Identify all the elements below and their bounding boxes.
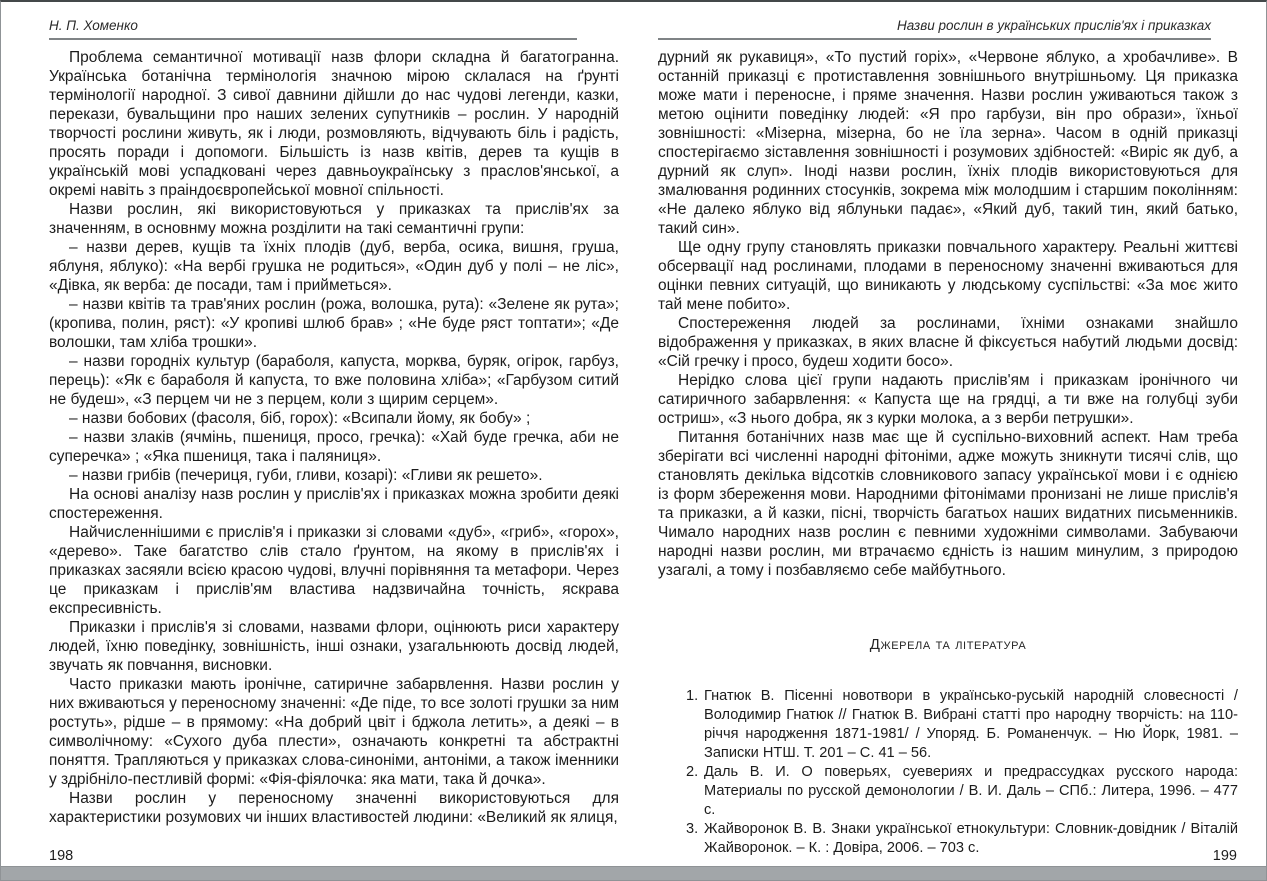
paragraph: Нерідко слова цієї групи надають прислів'ям і приказкам іронічного чи сатиричного забарвлення: « Капуста ще на грядці, а ти вже на голубці зуби остриш», «З нього добра, як з курки молока, а з верби петрушки».: [658, 372, 1238, 427]
reference-item: [658, 820, 1238, 858]
list-paragraph-vegetables: – назви городніх культур (бараболя, капуста, морква, буряк, огірок, гарбуз, перець): «Як є бараболя й капуста, то вже половина хліба»; «Гарбузом ситий не будеш», «З перцем чи не з перцем, коли з щирим серцем».: [49, 353, 619, 408]
page-number-right: 199: [1212, 848, 1237, 864]
reference-number: 2.: [686, 764, 699, 780]
header-rule-right: [658, 38, 1211, 40]
references-list: [658, 687, 1238, 858]
reference-number: 3.: [686, 821, 699, 837]
header-rule-left: [49, 38, 577, 40]
scan-edge-bar: [1, 866, 1266, 880]
running-head-author: Н. П. Хоменко: [49, 18, 138, 33]
page-body-right: [658, 48, 1238, 858]
paragraph: Назви рослин, які використовуються у приказках та прислів'ях за значенням, в основнму можна розділити на такі семантичні групи:: [49, 201, 619, 237]
paragraph: Спостереження людей за рослинами, їхніми ознаками знайшло відображення у приказках, в яких власне й фіксується набутий людьми досвід: «Сій гречку і просо, будеш ходити босо».: [658, 315, 1238, 370]
reference-item: [658, 763, 1238, 820]
page-right: [658, 18, 1238, 858]
list-paragraph-flowers: – назви квітів та трав'яних рослин (рожа, волошка, рута): «Зелене як рута»; (кропива, полин, ряст): «У кропиві шлюб брав» ; «Не буде ряст топтати»; «Де волошки, там хліба трошки».: [49, 296, 619, 351]
reference-text: Жайворонок В. В. Знаки української етнокультури: Словник-довідник / Віталій Жайворонок. – К. : Довіра, 2006. – 703 с.: [704, 821, 1238, 856]
list-paragraph-mushrooms: – назви грибів (печериця, губи, гливи, козарі): «Гливи як решето».: [69, 467, 543, 484]
reference-text: Гнатюк В. Пісенні новотвори в українсько-руській народній словесності / Володимир Гнатюк // Гнатюк В. Вибрані статті про народну творчість: на 110-річчя народження 1871-1981/ / Упоряд. Б. Романенчук. – Ню Йорк, 1981. – Записки НТШ. Т. 201 – С. 41 – 56.: [704, 688, 1238, 761]
page-left: [49, 18, 619, 827]
running-header-left: [49, 18, 577, 40]
reference-item: [658, 687, 1238, 763]
paragraph: Проблема семантичної мотивації назв флори складна й багатогранна. Українська ботанічна термінологія значною мірою склалася на ґрунті термінології народної. З сивої давнини дійшли до нас чудові легенди, казки, перекази, бувальщини про наших зелених супутників – рослин. У народній творчості рослини живуть, як і люди, розмовляють, відчувають біль і радість, просять поради і допомоги. Більшість із назв квітів, дерев та кущів в українській мові успадковані через давньоукраїнську з праслов'янської, а окремі навіть з праіндоєвропейської мовної спільності.: [49, 49, 619, 199]
list-paragraph-trees: – назви дерев, кущів та їхніх плодів (дуб, верба, осика, вишня, груша, яблуня, яблуко): «На вербі грушка не родиться», «Один дуб у полі – не ліс», «Дівка, як верба: де посади, там і прийметься».: [49, 239, 619, 294]
paragraph: Ще одну групу становлять приказки повчального характеру. Реальні життєві обсервації над рослинами, плодами в переносному значенні вживаються для оцінки певних ситуацій, що виникають у людському суспільстві: «За моє жито тай мене побито».: [658, 239, 1238, 313]
page-number-left: 198: [49, 848, 74, 864]
paragraph-continuation: дурний як рукавиця», «То пустий горіх», «Червоне яблуко, а хробачливе». В останній приказці є протиставлення зовнішнього внутрішньому. Ця приказка може мати і переносне, і пряме значення. Назви рослин уживаються також з метою оцінити поведінку людей: «Я про гарбузи, він про образи», їхньої зовнішності: «Мізерна, мізерна, бо не їла зерна». Часом в одній приказці спостерігаємо зіставлення зовнішності і розумових здібностей: «Виріс як дуб, а дурний як слуп». Іноді назви рослин, їхніх плодів використовуються для змалювання родинних стосунків, зокрема між молодшим і старшим поколінням: «Не далеко яблуко від яблуньки падає», «Який дуб, такий тин, який батько, такий син».: [658, 49, 1238, 237]
paragraph: Часто приказки мають іронічне, сатиричне забарвлення. Назви рослин у них вживаються у переносному значенні: «Де піде, то все золоті грушки за ним ростуть», рідше – в прямому: «На добрий цвіт і бджола летить», а деякі – в символічному: «Сухого дуба плести», означають конкретні та абстрактні поняття. Трапляються у приказках слова-синоніми, антоніми, а також іменники у здрібніло-пестливій формі: «Фія-фіялочка: яка мати, така й дочка».: [49, 676, 619, 788]
paragraph: Назви рослин у переносному значенні використовуються для характеристики розумових чи інших властивостей людини: «Великий як ялиця,: [49, 790, 619, 826]
paragraph: Питання ботанічних назв має ще й суспільно-виховний аспект. Нам треба зберігати всі численні народні фітоніми, адже можуть зникнути тисячі слів, що становлять декілька відсотків словникового запасу української мови і є однією із форм збереження мови. Народними фітонімами пронизані не лише прислів'я та приказки, а й казки, пісні, творчість багатьох наших видатних письменників. Чимало народних назв рослин є певними художніми символами. Забуваючи народні назви рослин, ми втрачаємо єдність із нашим минулим, з природою узагалі, а тому і позбавляємо себе майбутнього.: [658, 429, 1238, 579]
running-header-right: [658, 18, 1211, 40]
running-head-title: Назви рослин в українських прислів'ях і приказках: [896, 18, 1211, 33]
paragraph: Приказки і прислів'я зі словами, назвами флори, оцінюють риси характеру людей, їхню поведінку, зовнішність, інші ознаки, узагальнюють досвід людей, звучать як повчання, висновки.: [49, 619, 619, 674]
paragraph: На основі аналізу назв рослин у прислів'ях і приказках можна зробити деякі спостереження.: [49, 486, 619, 522]
paragraph: Найчисленнішими є прислів'я і приказки зі словами «дуб», «гриб», «горох», «дерево». Таке багатство слів стало ґрунтом, на якому в прислів'ях і приказках засяяли всією красою чудові, влучні порівняння та метафори. Через це приказкам і прислів'ям властива надзвичайна точність, яскрава експресивність.: [49, 524, 619, 617]
list-paragraph-cereals: – назви злаків (ячмінь, пшениця, просо, гречка): «Хай буде гречка, аби не суперечка» ; «Яка пшениця, така і паляниця».: [49, 429, 619, 465]
section-heading-sources: Джерела та література: [869, 636, 1027, 653]
page-body-left: [49, 48, 619, 827]
reference-text: Даль В. И. О поверьях, суевериях и предрассудках русского народа: Материалы по русской демонологии / В. И. Даль – СПб.: Литера, 1996. – 477 с.: [704, 764, 1238, 818]
reference-number: 1.: [686, 688, 699, 704]
list-paragraph-legumes: – назви бобових (фасоля, біб, горох): «Всипали йому, як бобу» ;: [69, 410, 531, 427]
